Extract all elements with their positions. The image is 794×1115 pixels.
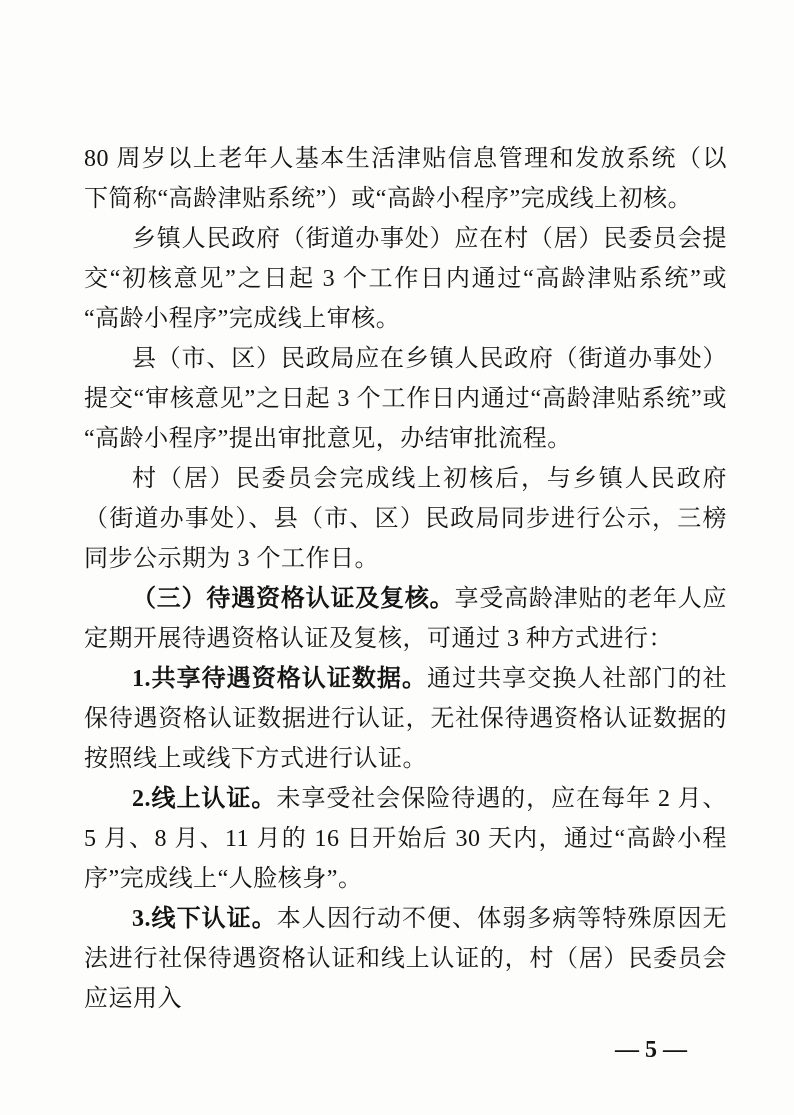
paragraph-bold-lead: （三）待遇资格认证及复核。	[132, 586, 455, 612]
paragraph-text: 县（市、区）民政局应在乡镇人民政府（街道办事处）提交“审核意见”之日起 3 个工作日内通过“高龄津贴系统”或“高龄小程序”提出审批意见，办结审批流程。	[84, 346, 727, 452]
paragraph-text: 通过共享交换人社部门的社保待遇资格认证数据进行认证，无社保待遇资格认证数据的按照线上或线下方式进行认证。	[84, 666, 728, 772]
paragraph-text: 享受高龄津贴的老年人应定期开展待遇资格认证及复核，可通过 3 种方式进行：	[84, 586, 728, 652]
document-body	[84, 139, 727, 1019]
paragraph	[84, 219, 727, 339]
paragraph-text: 未享受社会保险待遇的，应在每年 2 月、5 月、8 月、11 月的 16 日开始后 30 天内，通过“高龄小程序”完成线上“人脸核身”。	[84, 786, 727, 892]
paragraph	[84, 139, 727, 219]
paragraph-bold-lead: 2.线上认证。	[132, 786, 277, 812]
paragraph-bold-lead: 3.线下认证。	[132, 906, 277, 932]
paragraph-text: 80 周岁以上老年人基本生活津贴信息管理和发放系统（以下简称“高龄津贴系统”）或“高龄小程序”完成线上初核。	[84, 146, 727, 212]
paragraph	[84, 659, 727, 779]
paragraph-text: 本人因行动不便、体弱多病等特殊原因无法进行社保待遇资格认证和线上认证的，村（居）民委员会应运用入	[84, 906, 728, 1012]
paragraph	[84, 779, 727, 899]
page-number: — 5 —	[615, 1037, 687, 1063]
paragraph	[84, 579, 727, 659]
paragraph-text: 村（居）民委员会完成线上初核后，与乡镇人民政府（街道办事处）、县（市、区）民政局同步进行公示，三榜同步公示期为 3 个工作日。	[84, 466, 727, 572]
paragraph-text: 乡镇人民政府（街道办事处）应在村（居）民委员会提交“初核意见”之日起 3 个工作日内通过“高龄津贴系统”或“高龄小程序”完成线上审核。	[84, 226, 727, 332]
paragraph-bold-lead: 1.共享待遇资格认证数据。	[132, 666, 428, 692]
paragraph	[84, 339, 727, 459]
paragraph	[84, 899, 727, 1019]
paragraph	[84, 459, 727, 579]
